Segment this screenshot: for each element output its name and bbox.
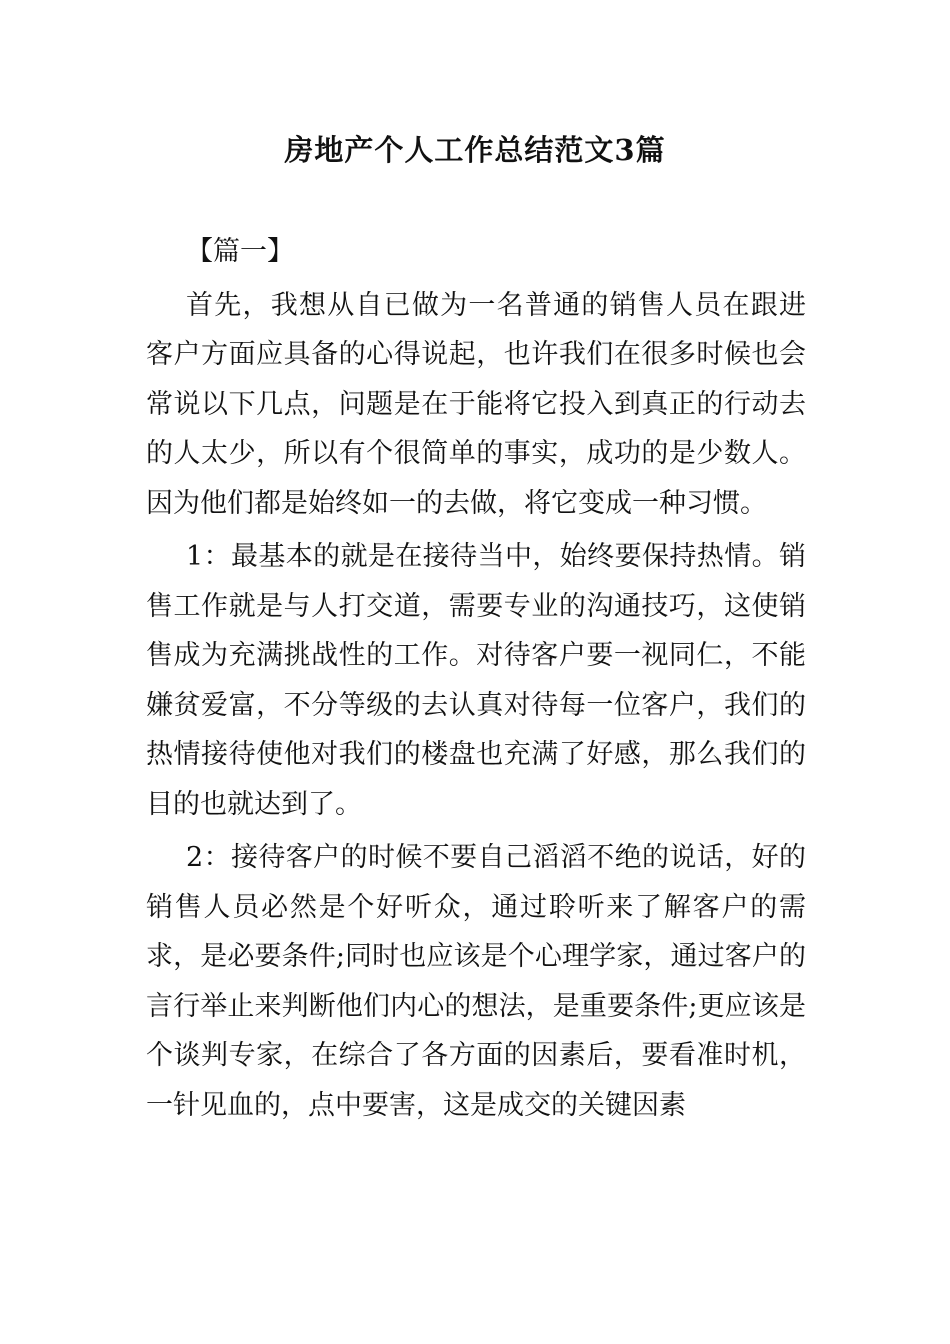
paragraph-point-1: 1：最基本的就是在接待当中，始终要保持热情。销售工作就是与人打交道，需要专业的沟通技巧，这使销售成为充满挑战性的工作。对待客户要一视同仁，不能嫌贫爱富，不分等级的去认真对待每一位客户，我们的热情接待使他对我们的楼盘也充满了好感，那么我们的目的也就达到了。 [146, 541, 806, 820]
document-title: 房地产个人工作总结范文3篇 [284, 133, 666, 167]
section-heading: 【篇一】 [186, 236, 294, 267]
document-body [146, 227, 806, 1130]
paragraph-intro: 首先，我想从自已做为一名普通的销售人员在跟进客户方面应具备的心得说起，也许我们在很多时候也会常说以下几点，问题是在于能将它投入到真正的行动去的人太少，所以有个很简单的事实，成功的是少数人。因为他们都是始终如一的去做，将它变成一种习惯。 [146, 289, 806, 519]
paragraph-point-2: 2：接待客户的时候不要自己滔滔不绝的说话，好的销售人员必然是个好听众，通过聆听来了解客户的需求，是必要条件;同时也应该是个心理学家，通过客户的言行举止来判断他们内心的想法，是重要条件;更应该是个谈判专家，在综合了各方面的因素后，要看准时机，一针见血的，点中要害，这是成交的关键因素 [146, 842, 806, 1121]
